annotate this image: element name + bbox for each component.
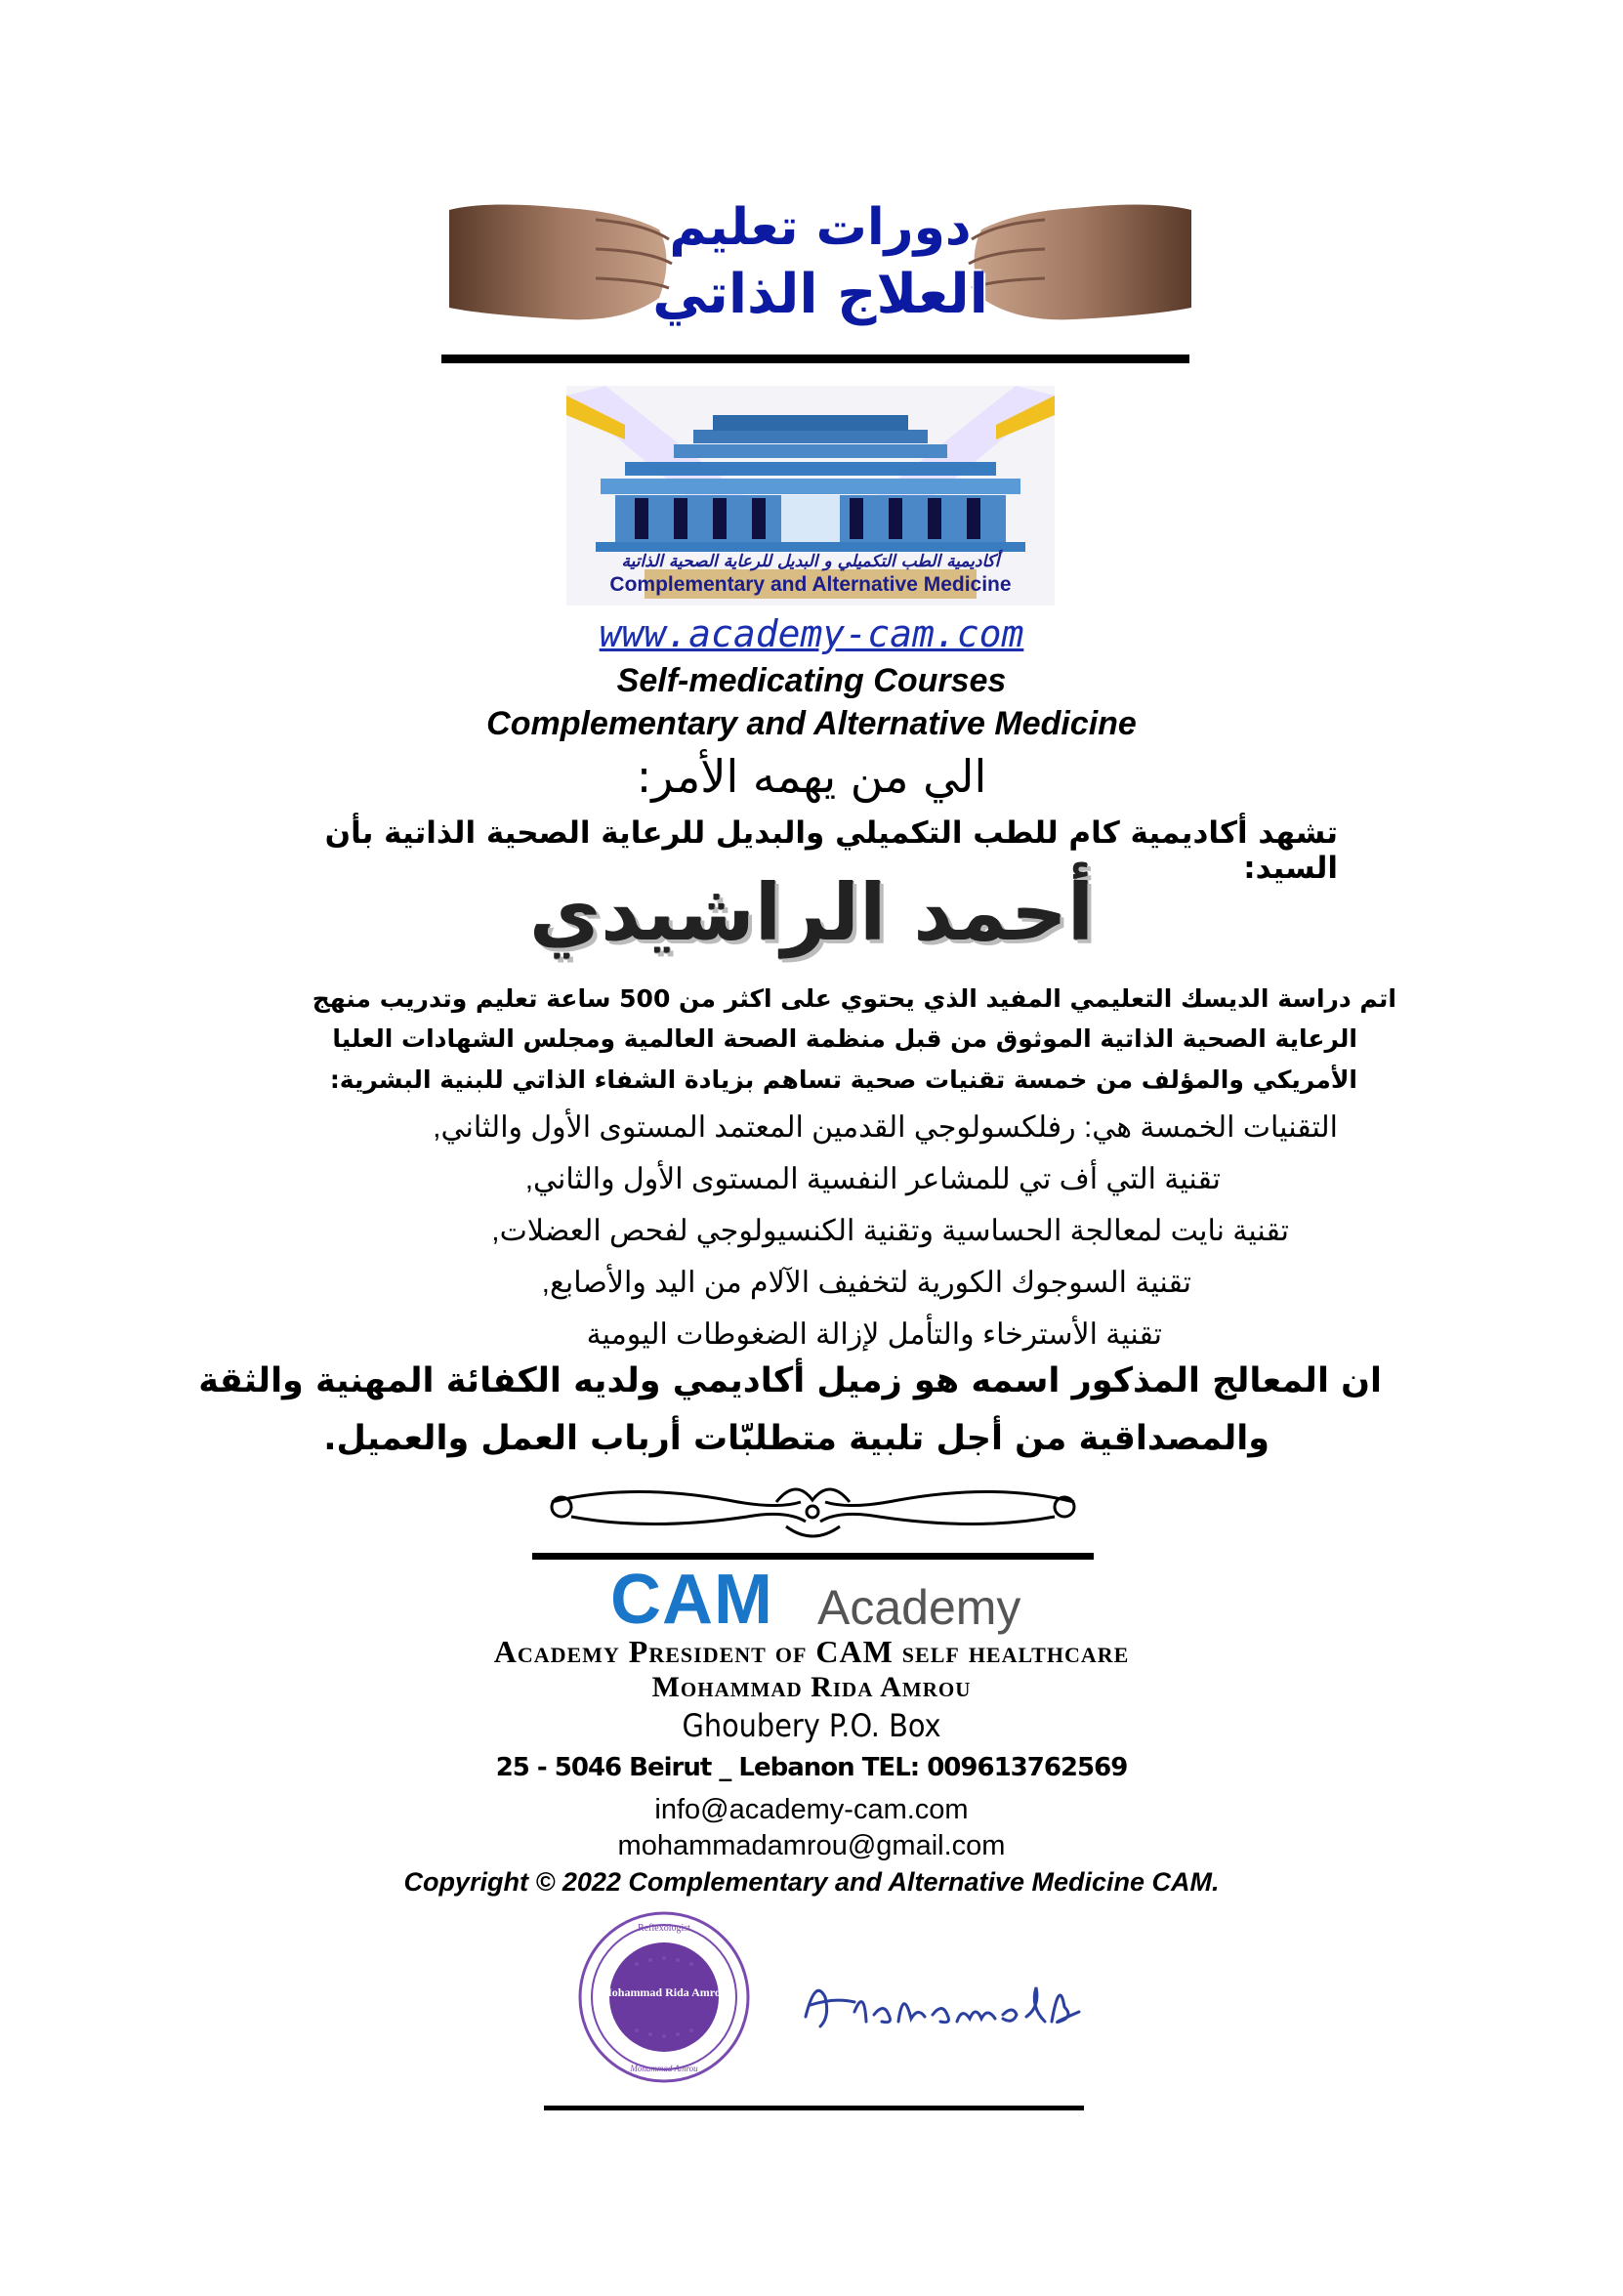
certifies-statement: تشهد أكاديمية كام للطب التكميلي والبديل للرعاية الصحية الذاتية بأن السيد: (324, 815, 1338, 886)
website-link[interactable]: www.academy-cam.com (599, 612, 1024, 655)
conclusion-line-2: والمصداقية من أجل تلبية متطلبّات أرباب العمل والعميل. (323, 1419, 1269, 1458)
seal-name: Mohammad Rida Amrou (601, 1985, 728, 1999)
body-line-1: اتم دراسة الديسك التعليمي المفيد الذي يحتوي على اكثر من 500 ساعة تعليم وتدريب منهج (312, 984, 1396, 1013)
academy-logo-english: Complementary and Alternative Medicine (609, 573, 1012, 596)
banner-title-line1: دورات تعليم (669, 198, 972, 257)
cam-logo-light: Academy (817, 1580, 1021, 1635)
course-title-line1: Self-medicating Courses (616, 662, 1007, 699)
cam-academy-logo (610, 1561, 1030, 1639)
technique-line: التقنيات الخمسة هي: رفلكسولوجي القدمين المعتمد المستوى الأول والثاني, (433, 1111, 1338, 1144)
header-divider (441, 355, 1189, 363)
body-line-3: الأمريكي والمؤلف من خمسة تقنيات صحية تساهم بزيادة الشفاء الذاتي للبنية البشرية: (329, 1065, 1357, 1094)
official-seal (576, 1909, 752, 2085)
cam-logo-bold: CAM (610, 1561, 773, 1639)
technique-line: تقنية الأسترخاء والتأمل لإزالة الضغوطات اليومية (586, 1318, 1162, 1351)
course-title-line2: Complementary and Alternative Medicine (486, 705, 1137, 742)
signature-divider (544, 2106, 1084, 2110)
body-line-2: الرعاية الصحية الذاتية الموثوق من قبل منظمة الصحة العالمية ومجلس الشهادات العليا (332, 1024, 1357, 1053)
seal-top-text: Reflexologist (638, 1923, 690, 1934)
conclusion-line-1: ان المعالج المذكور اسمه هو زميل أكاديمي ولديه الكفائة المهنية والثقة (198, 1361, 1382, 1400)
recipient-name: أحمد الراشيدي (528, 867, 1095, 958)
academy-logo-arabic: أكاديمية الطب التكميلي و البديل للرعاية الصحية الذاتية (621, 552, 1000, 571)
copyright-notice: Copyright © 2022 Complementary and Alternative Medicine CAM. (403, 1867, 1220, 1897)
technique-line: تقنية السوجوك الكورية لتخفيف الآلام من اليد والأصابع, (541, 1267, 1191, 1299)
address-line-2: 25 - 5046 Beirut _ Lebanon TEL: 009613762569 (495, 1753, 1128, 1782)
seal-bottom-text: Mohammad Amrou (630, 2064, 698, 2073)
signature-icon (796, 1968, 1089, 2046)
ornament-flourish-icon (532, 1473, 1094, 1561)
academy-logo (566, 386, 1055, 605)
president-name: Mohammad Rida Amrou (651, 1671, 972, 1703)
banner-title-line2: العلاج الذاتي (652, 263, 988, 326)
president-title: Academy President of CAM self healthcare (493, 1634, 1130, 1669)
email-info[interactable]: info@academy-cam.com (654, 1794, 969, 1825)
course-banner (449, 190, 1191, 337)
technique-line: تقنية التي أف تي للمشاعر النفسية المستوى الأول والثاني, (524, 1163, 1221, 1195)
technique-line: تقنية نايت لمعالجة الحساسية وتقنية الكنسيولوجي لفحص العضلات, (491, 1215, 1289, 1247)
to-whom-heading: الي من يهمه الأمر: (636, 750, 987, 803)
email-personal[interactable]: mohammadamrou@gmail.com (617, 1830, 1006, 1861)
address-line-1: Ghoubery P.O. Box (682, 1707, 941, 1744)
